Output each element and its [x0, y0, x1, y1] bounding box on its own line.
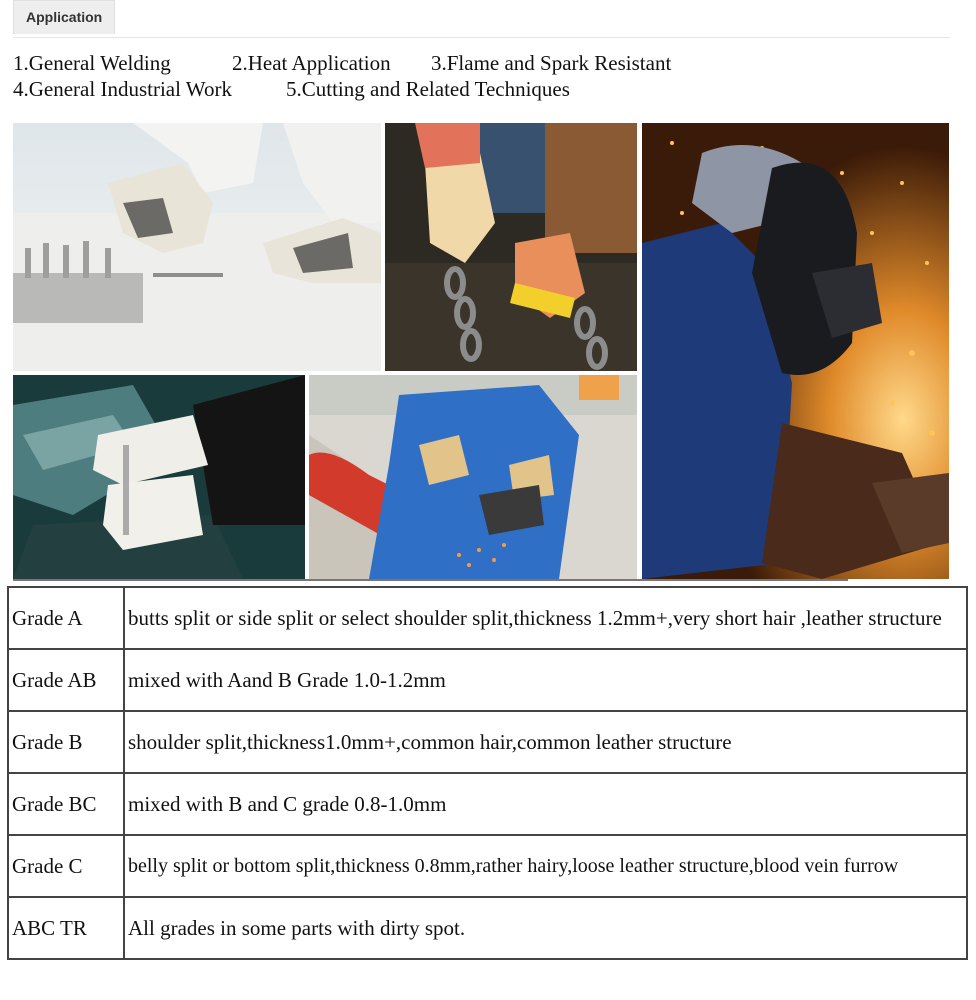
image-welder-sparks	[642, 123, 949, 579]
table-row	[8, 587, 967, 649]
grade-description: mixed with Aand B Grade 1.0-1.2mm	[124, 649, 967, 711]
image-gloves-metal-parts	[13, 123, 381, 371]
image-grinding-pipe	[309, 375, 637, 579]
grade-name: Grade A	[8, 587, 124, 649]
tab-application[interactable]: Application	[13, 0, 115, 34]
application-item: 2.Heat Application	[232, 51, 391, 75]
application-item: 3.Flame and Spark Resistant	[431, 51, 672, 75]
application-list	[13, 50, 671, 102]
grade-name: Grade AB	[8, 649, 124, 711]
grade-name: ABC TR	[8, 897, 124, 959]
image-gloves-engine	[13, 375, 305, 579]
grade-name: Grade BC	[8, 773, 124, 835]
application-image-collage	[13, 123, 949, 579]
grade-description: shoulder split,thickness1.0mm+,common hair,common leather structure	[124, 711, 967, 773]
application-item: 5.Cutting and Related Techniques	[286, 77, 570, 101]
grade-name: Grade B	[8, 711, 124, 773]
application-item: 4.General Industrial Work	[13, 77, 232, 101]
application-item: 1.General Welding	[13, 51, 171, 75]
grade-description: butts split or side split or select shoulder split,thickness 1.2mm+,very short hair ,leather structure	[124, 587, 967, 649]
grade-description: All grades in some parts with dirty spot.	[124, 897, 967, 959]
application-row-2	[13, 76, 671, 102]
grade-description: mixed with B and C grade 0.8-1.0mm	[124, 773, 967, 835]
tab-bar	[13, 0, 950, 38]
table-row	[8, 773, 967, 835]
image-gloves-chain	[385, 123, 637, 371]
grade-description: belly split or bottom split,thickness 0.8mm,rather hairy,loose leather structure,blood vein furrow	[124, 835, 967, 897]
grade-name: Grade C	[8, 835, 124, 897]
leather-grade-table	[7, 586, 968, 960]
table-row	[8, 711, 967, 773]
application-row-1	[13, 50, 671, 76]
divider	[13, 579, 848, 581]
table-row	[8, 835, 967, 897]
table-row	[8, 649, 967, 711]
table-row	[8, 897, 967, 959]
